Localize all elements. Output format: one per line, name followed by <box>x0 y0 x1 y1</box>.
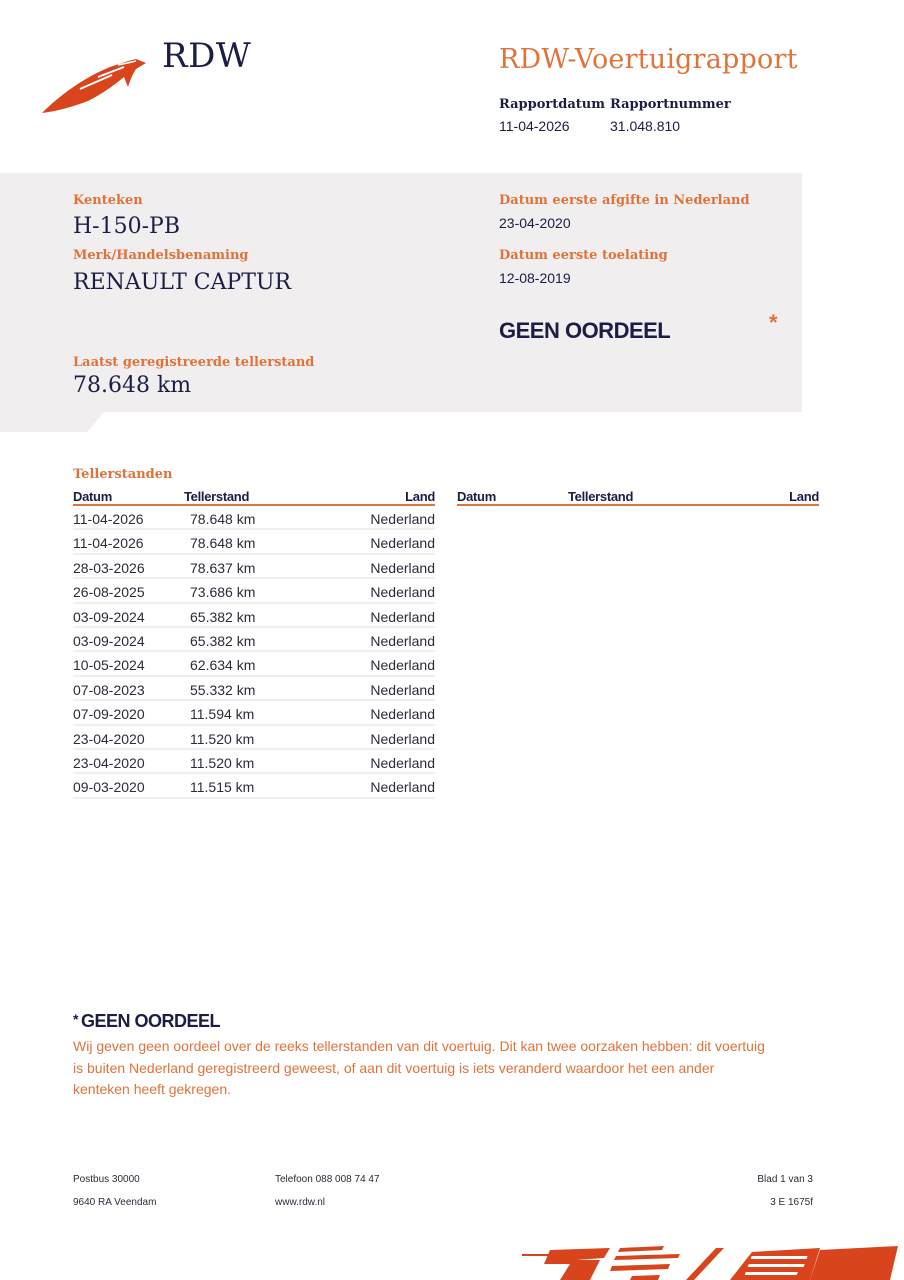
cell-datum: 07-08-2023 <box>73 681 145 698</box>
cell-datum: 26-08-2025 <box>73 584 145 601</box>
table-row <box>73 506 435 530</box>
cell-datum: 11-04-2026 <box>73 535 144 552</box>
cell-tellerstand: 62.634 km <box>190 657 256 674</box>
table-row <box>73 579 435 603</box>
cell-datum: 07-09-2020 <box>73 706 145 723</box>
table-row <box>73 774 435 798</box>
cell-tellerstand: 65.382 km <box>190 608 256 625</box>
cell-datum: 11-04-2026 <box>73 511 144 527</box>
report-date-value: 11-04-2026 <box>499 118 570 134</box>
table-row <box>73 604 435 628</box>
cell-tellerstand: 78.648 km <box>190 511 256 527</box>
odometer-table-left <box>73 488 435 799</box>
rdw-stripe-graphic-icon <box>520 1244 904 1280</box>
table-header <box>457 488 819 506</box>
footnote-title <box>73 1011 220 1032</box>
footnote-title-text: GEEN OORDEEL <box>80 1011 220 1031</box>
cell-datum: 28-03-2026 <box>73 559 145 576</box>
footer-page-number: Blad 1 van 3 <box>757 1174 813 1185</box>
cell-tellerstand: 65.382 km <box>190 632 256 649</box>
cell-datum: 10-05-2024 <box>73 657 145 674</box>
cell-land: Nederland <box>370 779 435 796</box>
rdw-logo-text: RDW <box>162 36 252 76</box>
cell-tellerstand: 55.332 km <box>190 681 256 698</box>
cell-land: Nederland <box>370 657 435 674</box>
last-odometer-value: 78.648 km <box>73 373 192 398</box>
kenteken-value: H-150-PB <box>73 214 181 239</box>
table-row <box>73 555 435 579</box>
summary-panel-notch <box>0 412 104 432</box>
report-number-value: 31.048.810 <box>610 118 681 134</box>
cell-tellerstand: 73.686 km <box>190 584 256 601</box>
cell-tellerstand: 11.515 km <box>190 779 255 796</box>
first-issue-nl-label: Datum eerste afgifte in Nederland <box>499 193 750 208</box>
verdict-status: GEEN OORDEEL <box>499 318 671 343</box>
odometer-section-title: Tellerstanden <box>73 467 173 482</box>
table-header <box>73 488 435 506</box>
table-row <box>73 677 435 701</box>
footer-website-link[interactable]: www.rdw.nl <box>275 1197 326 1208</box>
footer-document-code: 3 E 1675f <box>770 1197 813 1208</box>
cell-land: Nederland <box>370 754 435 771</box>
cell-land: Nederland <box>370 681 435 698</box>
column-header-datum: Datum <box>457 489 496 504</box>
report-number-label: Rapportnummer <box>610 97 731 112</box>
first-admission-label: Datum eerste toelating <box>499 248 668 263</box>
cell-land: Nederland <box>370 608 435 625</box>
cell-datum: 03-09-2024 <box>73 632 145 649</box>
cell-tellerstand: 78.637 km <box>190 559 256 576</box>
cell-tellerstand: 78.648 km <box>190 535 256 552</box>
table-row <box>73 652 435 676</box>
cell-datum: 23-04-2020 <box>73 754 145 771</box>
last-odometer-label: Laatst geregistreerde tellerstand <box>73 355 315 370</box>
cell-land: Nederland <box>370 730 435 747</box>
footer-phone: Telefoon 088 008 74 47 <box>275 1174 380 1185</box>
table-row <box>73 750 435 774</box>
merk-label: Merk/Handelsbenaming <box>73 248 249 263</box>
rdw-logo-icon <box>40 55 150 115</box>
first-issue-nl-value: 23-04-2020 <box>499 215 571 231</box>
table-row <box>73 726 435 750</box>
cell-land: Nederland <box>370 706 435 723</box>
odometer-table-right <box>457 488 819 506</box>
cell-land: Nederland <box>370 584 435 601</box>
first-admission-value: 12-08-2019 <box>499 270 571 286</box>
kenteken-label: Kenteken <box>73 193 143 208</box>
column-header-tellerstand: Tellerstand <box>184 489 250 504</box>
cell-land: Nederland <box>370 511 435 527</box>
footnote-marker: * <box>73 1011 78 1027</box>
table-row <box>73 701 435 725</box>
cell-land: Nederland <box>370 559 435 576</box>
cell-datum: 03-09-2024 <box>73 608 145 625</box>
odometer-rows <box>73 506 435 799</box>
cell-land: Nederland <box>370 632 435 649</box>
column-header-land: Land <box>789 489 819 504</box>
footer-address-line1: Postbus 30000 <box>73 1174 140 1185</box>
report-date-label: Rapportdatum <box>499 97 605 112</box>
cell-tellerstand: 11.520 km <box>190 754 255 771</box>
footer-address-line2: 9640 RA Veendam <box>73 1197 157 1208</box>
footnote-body: Wij geven geen oordeel over de reeks tellerstanden van dit voertuig. Dit kan twee oorzaken hebben: dit voertuig is buiten Nederland geregistreerd geweest, of aan dit voertuig is iets veranderd waardoor het een ander kenteken heeft gekregen. <box>73 1038 765 1097</box>
column-header-land: Land <box>405 489 435 504</box>
cell-tellerstand: 11.594 km <box>190 706 255 723</box>
table-row <box>73 530 435 554</box>
column-header-datum: Datum <box>73 489 112 504</box>
cell-datum: 09-03-2020 <box>73 779 145 796</box>
merk-value: RENAULT CAPTUR <box>73 270 292 295</box>
report-title: RDW-Voertuigrapport <box>499 44 798 75</box>
table-row <box>73 628 435 652</box>
cell-tellerstand: 11.520 km <box>190 730 255 747</box>
cell-datum: 23-04-2020 <box>73 730 145 747</box>
verdict-footnote-marker: * <box>769 310 778 335</box>
cell-land: Nederland <box>370 535 435 552</box>
column-header-tellerstand: Tellerstand <box>568 489 634 504</box>
